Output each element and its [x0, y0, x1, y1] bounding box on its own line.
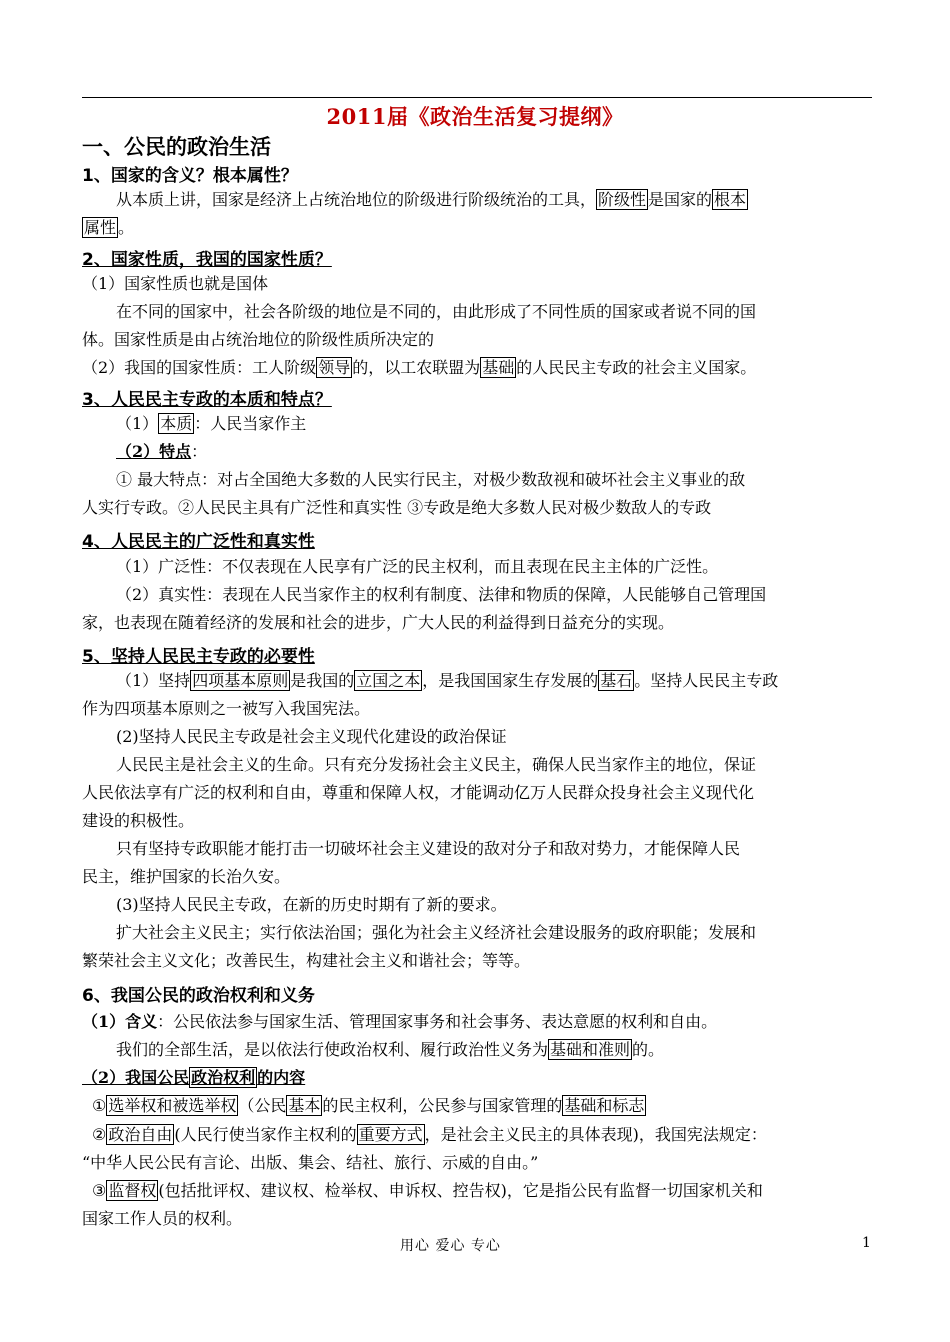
section-heading: 一、公民的政治生活	[82, 135, 271, 159]
question-5-line-7: 只有坚持专政职能才能打击一切破坏社会主义建设的敌对分子和敌对势力，才能保障人民	[116, 839, 741, 858]
keyword-box: 本质	[160, 414, 193, 433]
keyword-box: 阶级性	[598, 190, 647, 209]
footer-motto: 用心 爱心 专心	[400, 1238, 501, 1254]
question-4-line-1: （1）广泛性：不仅表现在人民享有广泛的民主权利，而且表现在民主主体的广泛性。	[116, 557, 719, 576]
question-5-line-11: 繁荣社会主义文化；改善民生，构建社会主义和谐社会；等等。	[82, 951, 531, 970]
keyword-box: 政治权利	[191, 1068, 256, 1087]
question-3-line-3: ① 最大特点：对占全国绝大多数的人民实行民主，对极少数敌视和破坏社会主义事业的敌	[116, 470, 746, 489]
question-6-heading: 6、我国公民的政治权利和义务	[82, 986, 315, 1006]
page-number: 1	[862, 1235, 871, 1251]
question-5-line-4: 人民民主是社会主义的生命。只有充分发扬社会主义民主，确保人民当家作主的地位，保证	[116, 755, 757, 774]
keyword-box: 监督权	[108, 1181, 157, 1200]
question-5-line-9: (3)坚持人民民主专政，在新的历史时期有了新的要求。	[116, 895, 507, 914]
question-3-line-4: 人实行专政。②人民民主具有广泛性和真实性 ③专政是绝大多数人民对极少数敌人的专政	[82, 498, 712, 517]
question-4-heading: 4、人民民主的广泛性和真实性	[82, 532, 315, 552]
question-5-line-10: 扩大社会主义民主；实行依法治国；强化为社会主义经济社会建设服务的政府职能；发展和	[116, 923, 757, 942]
question-2-line-4: （2）我国的国家性质：工人阶级 领导 的，以工农联盟为 基础 的人民民主专政的社会主义国家。	[82, 358, 757, 377]
question-6-line-6: “中华人民公民有言论、出版、集会、结社、旅行、示威的自由。”	[82, 1153, 539, 1172]
keyword-box: 基础和标志	[564, 1096, 645, 1115]
question-4-line-2: （2）真实性：表现在人民当家作主的权利有制度、法律和物质的保障，人民能够自己管理国	[116, 585, 767, 604]
question-1-heading: 1、国家的含义？根本属性？	[82, 166, 298, 186]
question-1-line-1: 从本质上讲，国家是经济上占统治地位的阶级进行阶级统治的工具， 阶级性 是国家的 根本	[116, 190, 747, 209]
keyword-box: 根本	[714, 190, 747, 209]
keyword-box: 立国之本	[356, 671, 421, 690]
question-5-line-1: （1）坚持 四项基本原则 是我国的 立国之本 ，是我国国家生存发展的 基石 。坚持人民民主专政	[116, 671, 779, 690]
question-5-line-6: 建设的积极性。	[82, 811, 195, 830]
keyword-box: 领导	[318, 358, 351, 377]
question-6-line-5: ② 政治自由 (人民行使当家作主权利的 重要方式 ，是社会主义民主的具体表现)，我国宪法规定：	[92, 1125, 767, 1144]
keyword-box: 四项基本原则	[192, 671, 289, 690]
question-2-line-1: （1）国家性质也就是国体	[82, 274, 269, 293]
question-6-line-2: 我们的全部生活，是以依法行使政治权利、履行政治性义务为 基础和准则 的。	[116, 1040, 665, 1059]
keyword-box: 基石	[600, 671, 633, 690]
question-4-line-3: 家，也表现在随着经济的发展和社会的进步，广大人民的利益得到日益充分的实现。	[82, 613, 675, 632]
question-6-line-3: （2）我国公民 政治权利 的内容	[82, 1068, 306, 1087]
keyword-box: 重要方式	[358, 1125, 423, 1144]
question-6-line-7: ③ 监督权 (包括批评权、建议权、检举权、申诉权、控告权)，它是指公民有监督一切国家机关和	[92, 1181, 763, 1200]
question-2-line-2: 在不同的国家中，社会各阶级的地位是不同的，由此形成了不同性质的国家或者说不同的国	[116, 302, 757, 321]
question-3-line-1: （1） 本质 ：人民当家作主	[116, 414, 307, 433]
keyword-box: 基础	[482, 358, 515, 377]
header-rule	[82, 97, 872, 98]
question-6-line-4: ① 选举权和被选举权 （公民 基本 的民主权利，公民参与国家管理的 基础和标志	[92, 1096, 645, 1115]
question-5-line-3: (2)坚持人民民主专政是社会主义现代化建设的政治保证	[116, 727, 507, 746]
question-5-line-5: 人民依法享有广泛的权利和自由，尊重和保障人权，才能调动亿万人民群众投身社会主义现代化	[82, 783, 755, 802]
keyword-box: 政治自由	[108, 1125, 173, 1144]
keyword-box: 属性	[84, 218, 117, 237]
question-1-line-2: 属性 。	[84, 218, 135, 237]
keyword-box: 选举权和被选举权	[108, 1096, 237, 1115]
question-2-heading: 2、国家性质，我国的国家性质？	[82, 250, 332, 270]
question-3-heading: 3、人民民主专政的本质和特点？	[82, 390, 332, 410]
question-6-line-8: 国家工作人员的权利。	[82, 1209, 243, 1228]
question-5-line-2: 作为四项基本原则之一被写入我国宪法。	[82, 699, 371, 718]
question-3-line-2: （2）特点：	[116, 442, 208, 461]
keyword-box: 基本	[288, 1096, 321, 1115]
page-title: 2011届《政治生活复习提纲》	[326, 104, 624, 129]
question-2-line-3: 体。国家性质是由占统治地位的阶级性质所决定的	[82, 330, 435, 349]
keyword-box: 基础和准则	[550, 1040, 631, 1059]
question-5-heading: 5、坚持人民民主专政的必要性	[82, 647, 315, 667]
question-6-line-1: （1）含义：公民依法参与国家生活、管理国家事务和社会事务、表达意愿的权利和自由。	[82, 1012, 718, 1031]
question-5-line-8: 民主，维护国家的长治久安。	[82, 867, 291, 886]
